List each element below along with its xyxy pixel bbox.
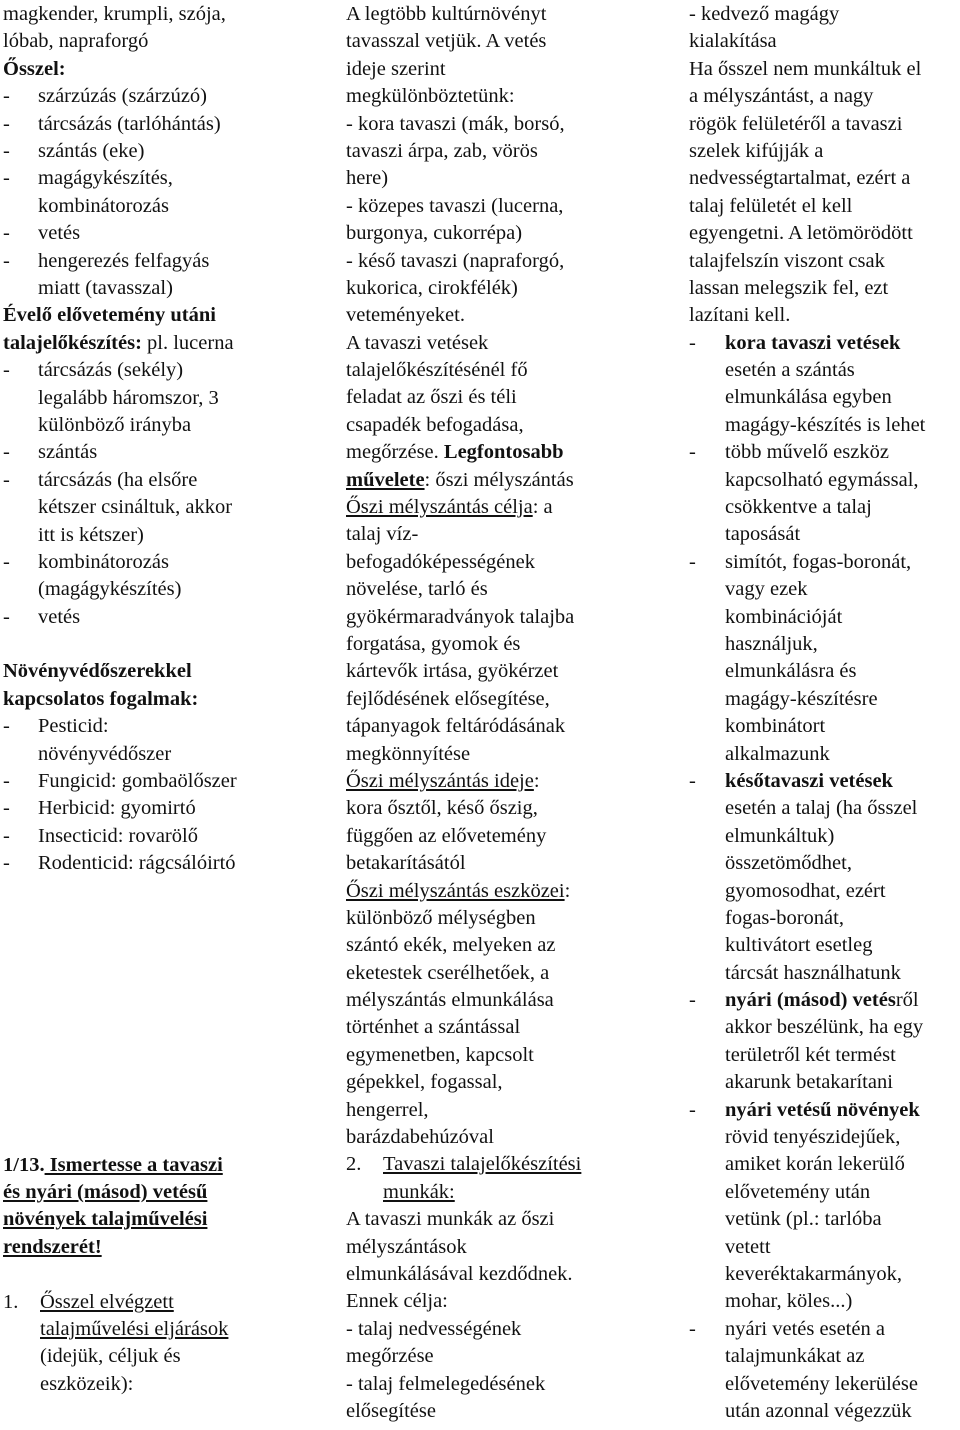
sowing-types: - kora tavaszi (mák, borsó, tavaszi árpa, zab, vörös here) - közepes tavaszi (lucerna, burgonya, cukorrépa) - késő tavaszi (napraforgó, kukorica, cirokfélék) veteményeket. <box>346 112 565 327</box>
list-item: - hengerezés felfagyás miatt (tavasszal) <box>3 249 210 299</box>
list-item: - vetés <box>3 605 81 628</box>
list-item: - vetés <box>3 222 81 245</box>
sowing-list <box>689 330 959 1426</box>
list-item: - Fungicid: gombaölőszer <box>3 770 237 793</box>
spring-paragraph: A tavaszi munkák az őszi mélyszántások elmunkálásával kezdődnek. Ennek célja: - talaj nedvességének megőrzése - talaj felmelegedésének elősegítése <box>346 1208 573 1422</box>
list-item: - szántás (eke) <box>3 139 145 162</box>
list-item: - nyári vetés esetén a talajmunkákat az elővetemény lekerülése után azonnal végezzük <box>689 1317 918 1422</box>
list-item: - későtavaszi vetések esetén a talaj (ha ősszel elmunkáltuk) összetömődhet, gyomosodhat, ezért fogas-boronát, kultivátort esetleg tárcsát használhatunk <box>689 769 918 984</box>
column-1 <box>3 1 325 1398</box>
goal-paragraph: Őszi mélyszántás célja: a talaj víz- befogadóképességének növelése, tarló és gyökérmaradványok talajba forgatása, gyomok és kártevők irtása, gyökérzet fejlődésének elősegítése, tápanyagok feltáródásának megkönnyítése <box>346 496 575 765</box>
text-line: megkülönböztetünk: <box>346 85 515 108</box>
pesticide-list <box>3 713 325 877</box>
list-item: - Insecticid: rovarölő <box>3 824 198 847</box>
list-item: - Rodenticid: rágcsálóirtó <box>3 852 236 875</box>
pesticide-heading: kapcsolatos fogalmak: <box>3 687 199 710</box>
perennial-list <box>3 357 325 631</box>
list-item: - Herbicid: gyomirtó <box>3 797 196 820</box>
text-line: magkender, krumpli, szója, <box>3 3 226 25</box>
list-item: - szántás <box>3 441 98 464</box>
list-item: - tárcsázás (tarlóhántás) <box>3 112 221 135</box>
list-item: - nyári vetésű növények rövid tenyészidejűek, amiket korán lekerülő elővetemény után vetünk (pl.: tarlóba vetett keveréktakarmányok, mohar, köles...) <box>689 1098 920 1313</box>
question-title: 1/13. Ismertesse a tavaszi és nyári (másod) vetésű növények talajművelési rendszerét! <box>3 1153 223 1258</box>
tools-paragraph: Őszi mélyszántás eszközei: különböző mélységben szántó ekék, melyeken az eketestek cserélhetőek, a mélyszántás elmunkálása történhet a szántással egymenetben, kapcsolt gépekkel, fogassal, hengerrel, barázdabehúzóval <box>346 879 571 1149</box>
pesticide-heading: Növényvédőszerekkel <box>3 660 192 683</box>
list-item: - Pesticid: növényvédőszer <box>3 715 172 765</box>
section-2-heading: 2. Tavaszi talajelőkészítési munkák: <box>346 1153 582 1203</box>
list-item: - tárcsázás (ha elsőre kétszer csináltuk, akkor itt is kétszer) <box>3 468 233 546</box>
section-1-heading: 1. Ősszel elvégzett talajművelési eljárások (idejük, céljuk és eszközeik): <box>3 1290 229 1395</box>
prep-paragraph: A tavaszi vetések talajelőkészítésénél fő feladat az őszi és téli csapadék befogadása, megőrzése. Legfontosabb művelete: őszi mélyszántás <box>346 331 574 491</box>
column-2 <box>346 1 646 1425</box>
autumn-list <box>3 83 325 302</box>
text-line: ideje szerint <box>346 57 446 80</box>
perennial-heading: Évelő elővetemény utáni <box>3 304 216 327</box>
text-line: A legtöbb kultúrnövényt <box>346 3 547 25</box>
list-item: - nyári (másod) vetésről akkor beszélünk, ha egy területről két termést akarunk betakarítani <box>689 989 924 1094</box>
list-item: - tárcsázás (sekély) legalább háromszor, 3 különböző irányba <box>3 359 219 436</box>
text-line: lóbab, napraforgó <box>3 30 149 53</box>
time-paragraph: Őszi mélyszántás ideje: kora ősztől, késő őszig, függően az elővetemény betakarításától <box>346 769 547 875</box>
top-paragraph: - kedvező magágy kialakítása Ha ősszel nem munkáltuk el a mélyszántást, a nagy rögök felületéről a tavaszi szelek kifújják a nedvességtartalmat, ezért a talaj felületét el kell egyengetni. A letömörödött talajfelszín viszont csak lassan melegszik fel, ezt lazítani kell. <box>689 3 922 327</box>
list-item: - simítót, fogas-boronát, vagy ezek kombinációját használjuk, elmunkálásra és magágy-készítésre kombinátort alkalmazunk <box>689 550 912 765</box>
list-item: - több művelő eszköz kapcsolható egymással, csökkentve a talaj taposását <box>689 441 919 546</box>
text-line: tavasszal vetjük. A vetés <box>346 30 547 53</box>
perennial-heading: talajelőkészítés: pl. lucerna <box>3 331 234 354</box>
list-item: - szárzúzás (szárzúzó) <box>3 85 208 108</box>
list-item: - kora tavaszi vetések esetén a szántás elmunkálása egyben magágy-készítés is lehet <box>689 331 926 436</box>
list-item: - kombinátorozás (magágykészítés) <box>3 550 182 601</box>
column-3 <box>689 1 959 1425</box>
autumn-heading: Ősszel: <box>3 57 66 80</box>
list-item: - magágykészítés, kombinátorozás <box>3 167 173 217</box>
